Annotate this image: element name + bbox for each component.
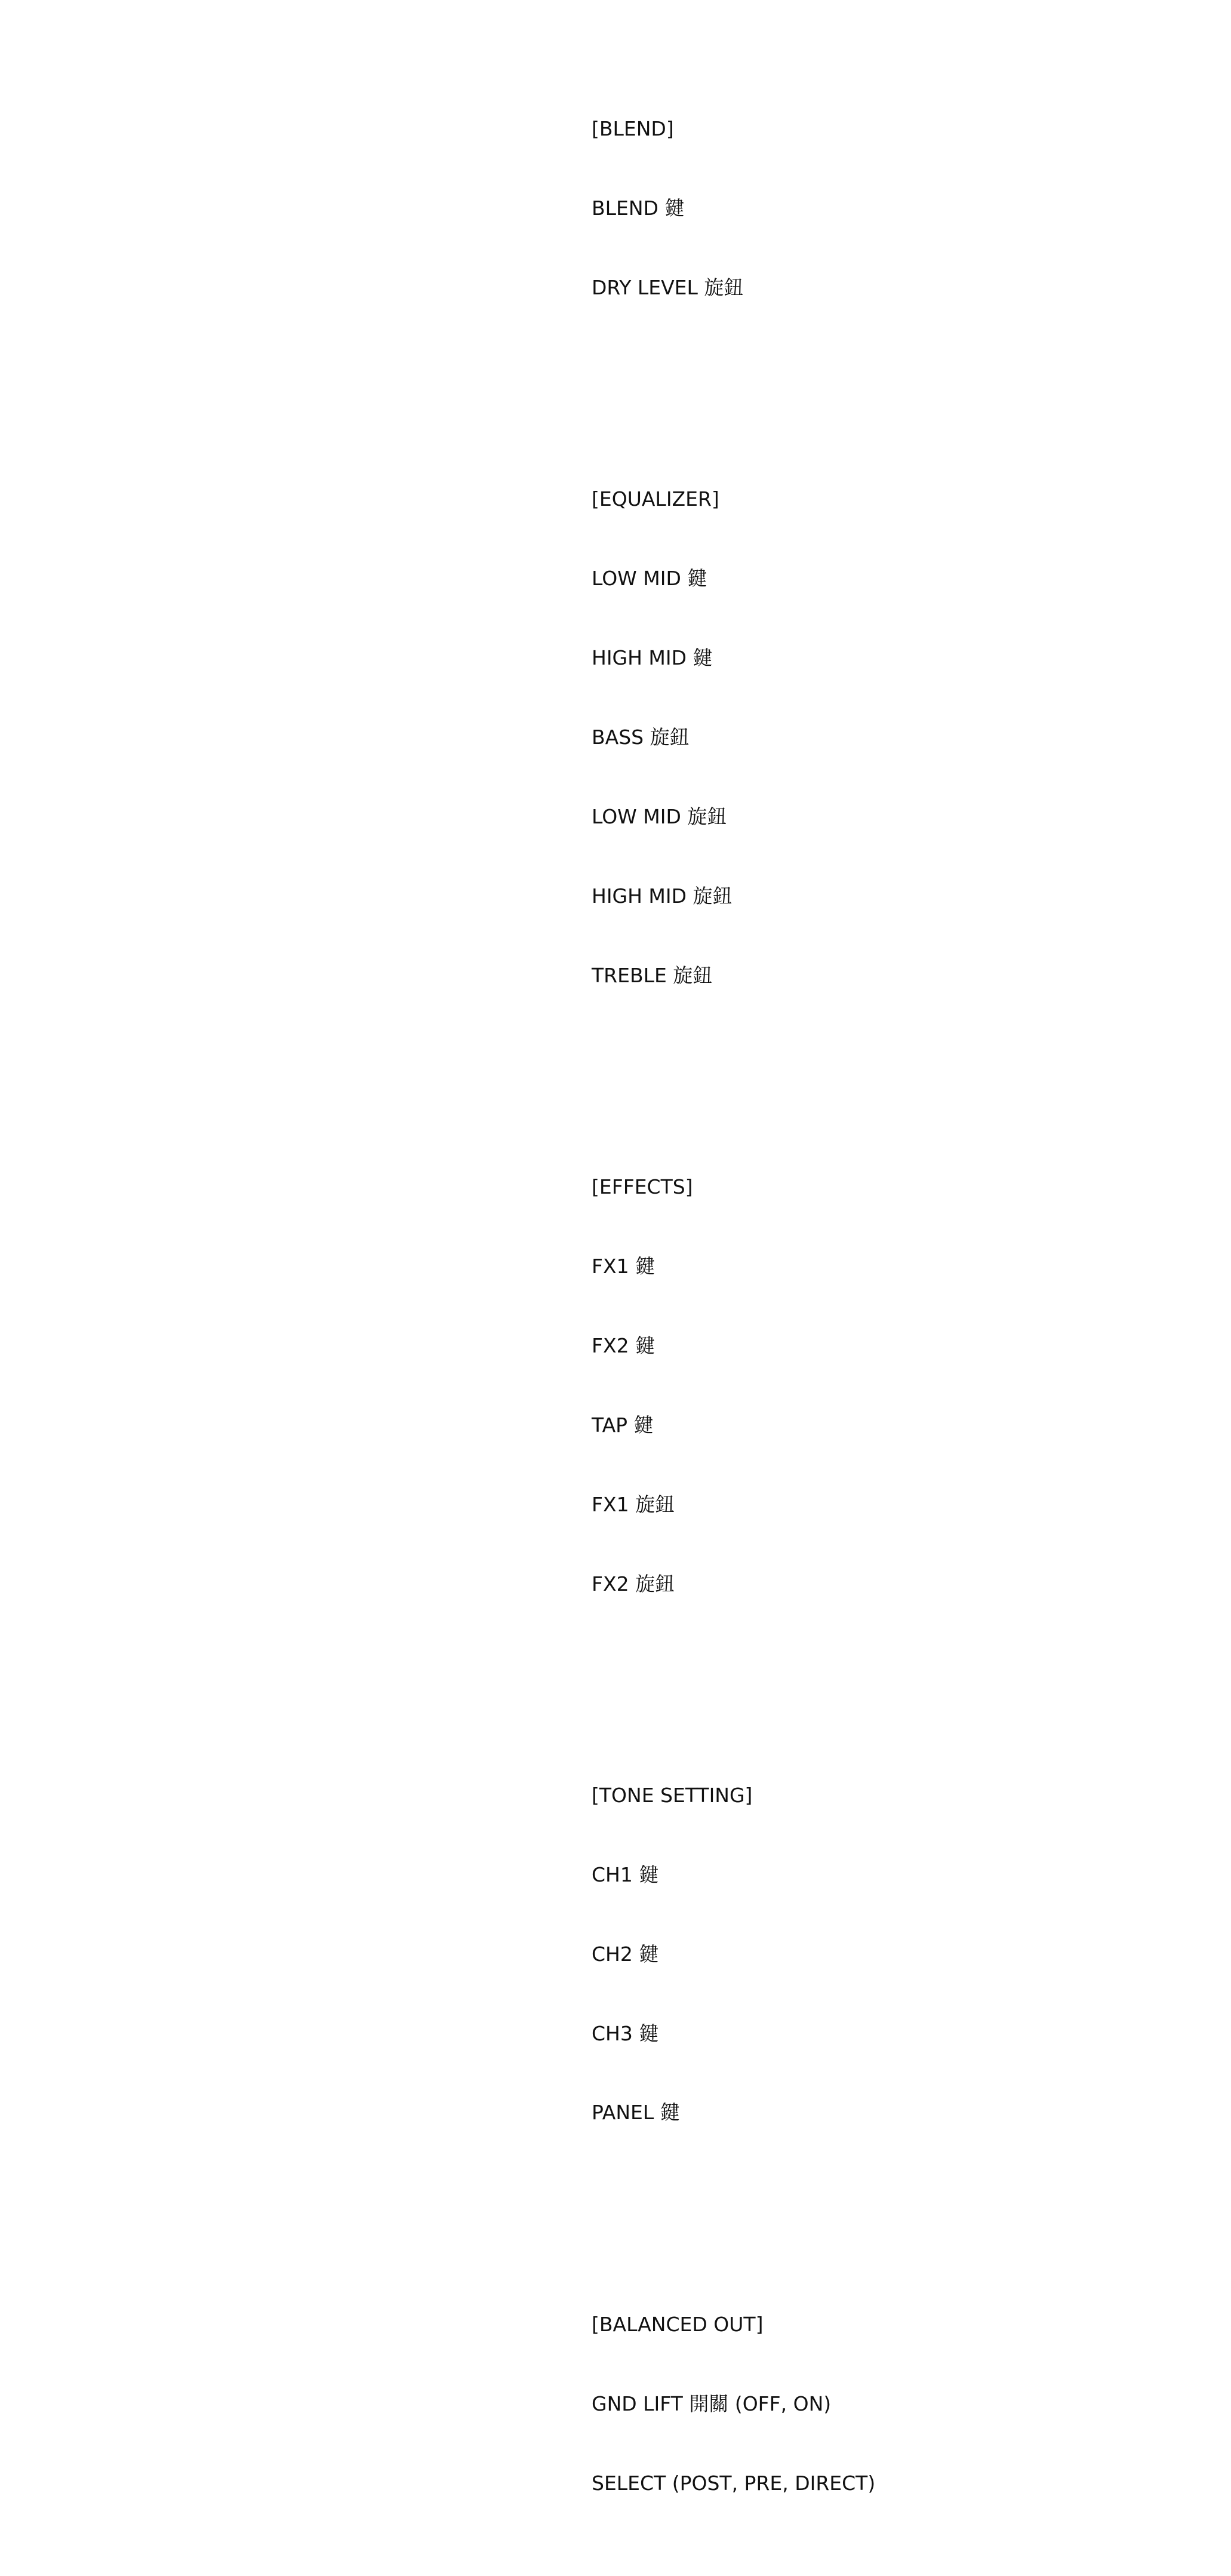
list-item: FX2 旋鈕 <box>592 1572 675 1596</box>
section-heading: [BALANCED OUT] <box>592 2312 764 2336</box>
section-tone-setting <box>592 1729 875 2179</box>
list-item: BLEND 鍵 <box>592 196 685 220</box>
control-list <box>592 10 875 2576</box>
section-balanced-out <box>592 2258 875 2549</box>
list-item: LOW MID 旋鈕 <box>592 804 727 828</box>
list-item: TAP 鍵 <box>592 1413 654 1437</box>
section-blend <box>592 63 875 354</box>
list-item: BASS 旋鈕 <box>592 726 690 749</box>
section-effects <box>592 1121 875 1650</box>
list-item: FX1 鍵 <box>592 1254 655 1278</box>
section-heading: [EFFECTS] <box>592 1175 693 1199</box>
list-item: TREBLE 旋鈕 <box>592 963 713 987</box>
section-equalizer <box>592 434 875 1042</box>
section-heading: [TONE SETTING] <box>592 1783 753 1807</box>
section-heading: [EQUALIZER] <box>592 487 719 511</box>
list-item: DRY LEVEL 旋鈕 <box>592 275 744 299</box>
list-item: HIGH MID 旋鈕 <box>592 884 733 908</box>
list-item: CH1 鍵 <box>592 1862 659 1886</box>
list-item: FX2 鍵 <box>592 1333 655 1357</box>
list-item: PANEL 鍵 <box>592 2101 680 2125</box>
list-item: CH3 鍵 <box>592 2021 659 2045</box>
list-item: CH2 鍵 <box>592 1942 659 1966</box>
list-item: FX1 旋鈕 <box>592 1492 675 1516</box>
section-heading: [BLEND] <box>592 117 674 141</box>
list-item: SELECT (POST, PRE, DIRECT) <box>592 2471 876 2495</box>
list-item: GND LIFT 開關 (OFF, ON) <box>592 2391 832 2415</box>
list-item: HIGH MID 鍵 <box>592 646 713 670</box>
list-item: LOW MID 鍵 <box>592 567 707 591</box>
